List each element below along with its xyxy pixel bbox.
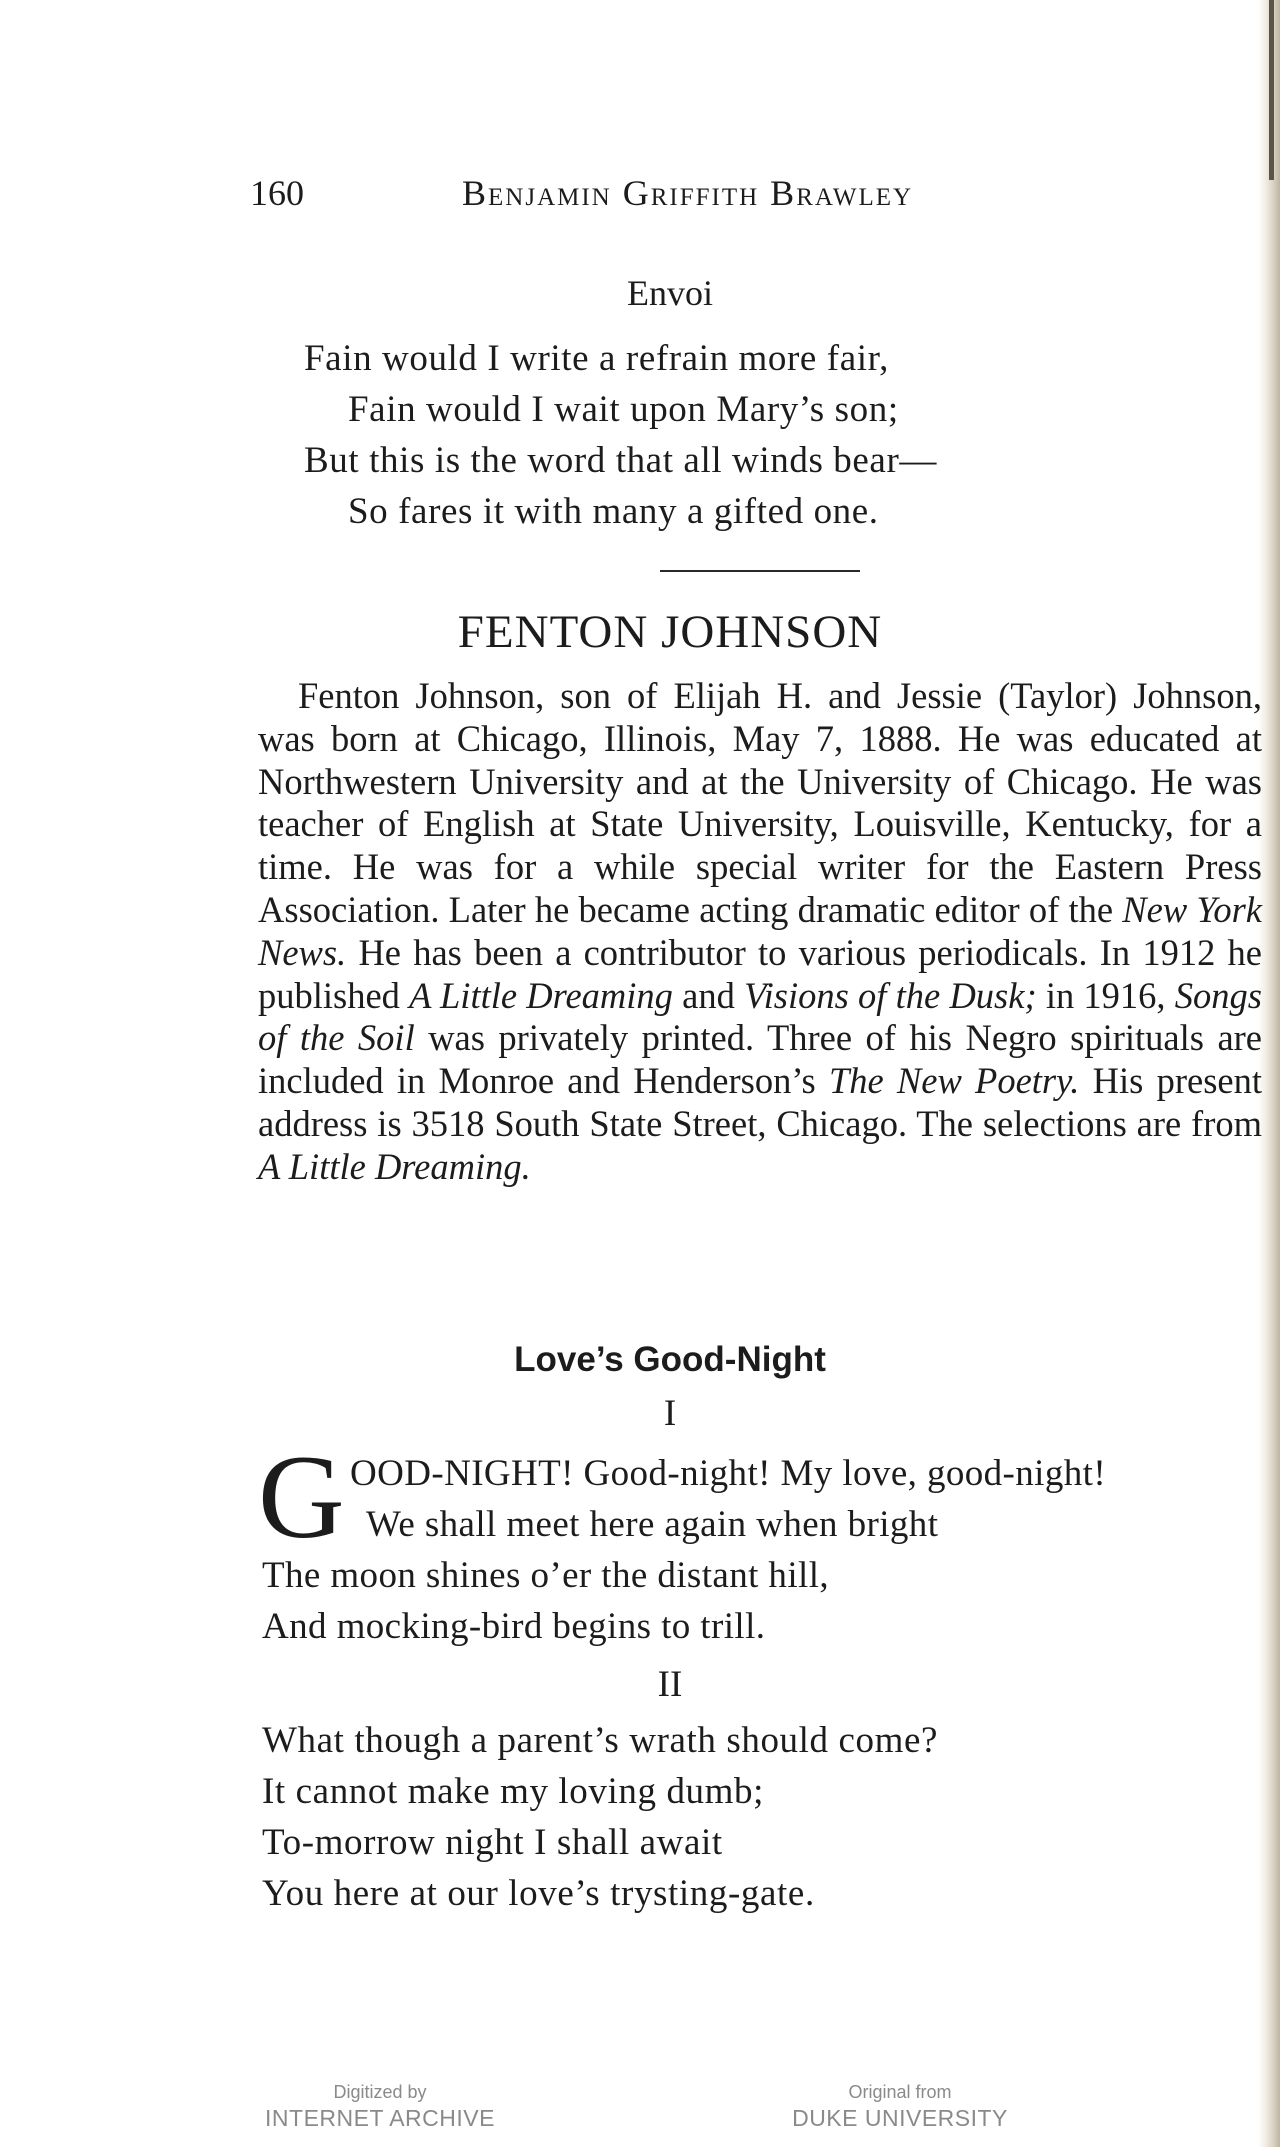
poem-line: OOD-NIGHT! Good-night! My love, good-night! — [350, 1453, 1107, 1494]
biography-paragraph — [258, 675, 1262, 1189]
footer-source: INTERNET ARCHIVE — [265, 2105, 495, 2131]
footer-label: Original from — [848, 2082, 952, 2102]
bio-title-the-new-poetry: The New Poetry. — [828, 1060, 1080, 1102]
bio-title-new-york-news: New York News. — [258, 888, 1262, 973]
running-title: Benjamin Griffith Brawley — [462, 173, 914, 213]
bio-text: was privately printed. Three of his Negro spirituals are included in Monroe and Henderson’s — [258, 1017, 1263, 1102]
footer-label: Digitized by — [333, 2082, 427, 2102]
poem-title: Love’s Good-Night — [514, 1340, 826, 1379]
poem-line: The moon shines o’er the distant hill, — [262, 1555, 830, 1596]
envoi-line: Fain would I wait upon Mary’s son; — [348, 389, 899, 430]
poem-line: You here at our love’s trysting-gate. — [262, 1873, 815, 1914]
bio-text: Fenton Johnson, son of Elijah H. and Jessie (Taylor) Johnson, was born at Chicago, Illinois, May 7, 1888. He was educated at Northwestern University and at the University of Chicago. He was teacher of English at State University, Louisville, Kentucky, for a time. He was for a while special writer for the Eastern Press Association. Later he became acting dramatic editor of the — [258, 675, 1262, 930]
section-heading: FENTON JOHNSON — [457, 606, 883, 658]
bio-title-a-little-dreaming: A Little Dreaming — [409, 974, 673, 1016]
bio-text: and — [672, 974, 745, 1016]
footer-digitized-by — [260, 2080, 500, 2132]
stanza-two — [262, 1715, 938, 1919]
envoi-line: Fain would I write a refrain more fair, — [304, 338, 889, 379]
bio-text: in 1916, — [1036, 974, 1175, 1016]
bio-title-songs-of-the-soil: Songs of the Soil — [258, 974, 1262, 1059]
poem-line: What though a parent’s wrath should come? — [262, 1720, 939, 1761]
envoi-line: So fares it with many a gifted one. — [348, 491, 879, 532]
page-number: 160 — [250, 173, 304, 213]
bio-text: His present address is 3518 South State Street, Chicago. The selections are from — [258, 1060, 1262, 1144]
footer-original-from — [780, 2080, 1020, 2132]
stanza-one — [262, 1448, 1106, 1652]
envoi-line: But this is the word that all winds bear— — [304, 440, 937, 481]
poem-line: It cannot make my loving dumb; — [262, 1771, 764, 1812]
footer-source: DUKE UNIVERSITY — [792, 2105, 1008, 2131]
poem-line: And mocking-bird begins to trill. — [262, 1606, 766, 1647]
poem-line: We shall meet here again when bright — [366, 1504, 939, 1545]
envoi-title: Envoi — [627, 273, 713, 313]
bio-title-a-little-dreaming-source: A Little Dreaming. — [258, 1145, 531, 1187]
stanza-number: II — [657, 1664, 683, 1705]
stanza-number: I — [663, 1393, 677, 1434]
envoi-poem — [304, 333, 937, 537]
drop-cap: G — [258, 1430, 345, 1563]
poem-line: To-morrow night I shall await — [262, 1822, 723, 1863]
bio-text: He has been a contributor to various periodicals. In 1912 he published — [258, 931, 1262, 1016]
page-header — [250, 172, 1080, 222]
bio-title-visions-of-the-dusk: Visions of the Dusk; — [744, 974, 1037, 1016]
page-edge-binding — [1269, 0, 1274, 180]
section-divider — [660, 570, 860, 572]
